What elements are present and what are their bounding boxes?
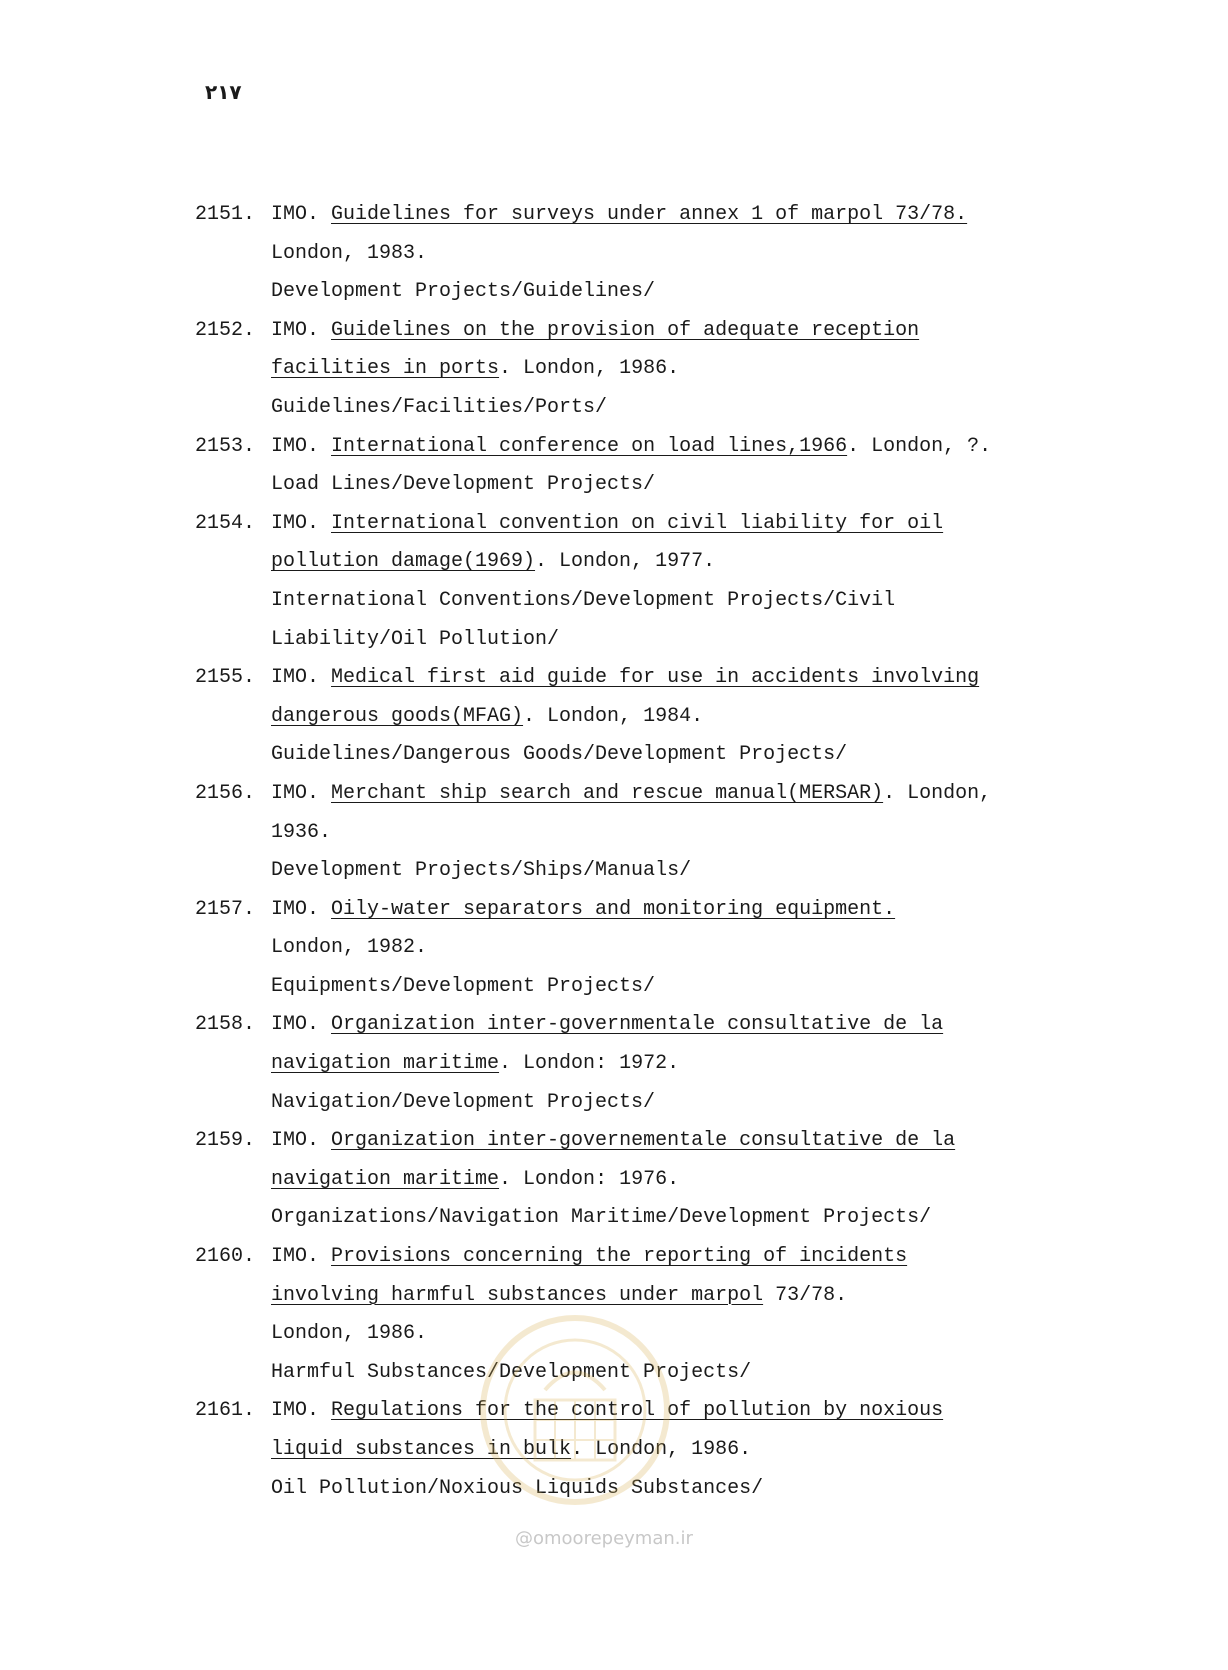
entry-text: 73/78. xyxy=(763,1283,848,1307)
entry-line xyxy=(271,968,1075,1007)
entry-line xyxy=(271,1238,1075,1277)
entry-line xyxy=(271,466,1075,505)
entry-text: IMO. xyxy=(271,1245,332,1269)
entry-number: 2151. xyxy=(195,203,256,226)
entry-line xyxy=(271,1045,1075,1084)
entry-line xyxy=(271,543,1075,582)
entry-line xyxy=(271,312,1075,351)
entry-title: dangerous goods(MFAG) xyxy=(271,704,524,728)
entry-number: 2161. xyxy=(195,1399,256,1423)
entry-text: IMO. xyxy=(271,666,332,690)
entry-line xyxy=(271,505,1075,544)
entry-text: Organizations/Navigation Maritime/Development Projects/ xyxy=(271,1206,932,1230)
entry-text: . London, ?. xyxy=(847,434,992,458)
entry-number: 2155. xyxy=(195,666,256,690)
entry-text: Guidelines/Facilities/Ports/ xyxy=(271,395,608,419)
entry-line xyxy=(271,582,1075,621)
entry-text: IMO. xyxy=(271,203,332,226)
entry-text: Liability/Oil Pollution/ xyxy=(271,627,560,651)
entry-title: Guidelines for surveys under annex 1 of marpol 73/78. xyxy=(331,203,968,226)
entry-number: 2152. xyxy=(195,318,256,342)
entry-title: navigation maritime xyxy=(271,1052,500,1076)
entry-line xyxy=(271,1392,1075,1431)
entry-text: . London: 1972. xyxy=(499,1052,680,1076)
entry-text: IMO. xyxy=(271,318,332,342)
entry-line xyxy=(271,1161,1075,1200)
bibliography-entry xyxy=(195,196,1075,312)
entry-text: IMO. xyxy=(271,897,332,921)
entry-text: IMO. xyxy=(271,434,332,458)
entry-number: 2154. xyxy=(195,511,256,535)
entry-text: Oil Pollution/Noxious Liquids Substances/ xyxy=(271,1476,764,1500)
page-number: ٢١٧ xyxy=(205,80,242,104)
bibliography-list xyxy=(195,196,1075,1508)
entry-line xyxy=(271,1084,1075,1123)
entry-line xyxy=(271,621,1075,660)
entry-text: London, 1986. xyxy=(271,1322,428,1346)
entry-number: 2157. xyxy=(195,897,256,921)
entry-line xyxy=(271,1431,1075,1470)
entry-line xyxy=(271,350,1075,389)
bibliography-entry xyxy=(195,891,1075,1007)
entry-title: pollution damage(1969) xyxy=(271,550,536,574)
entry-text: 1936. xyxy=(271,820,332,844)
entry-text: Load Lines/Development Projects/ xyxy=(271,473,656,497)
entry-line xyxy=(271,659,1075,698)
entry-text: IMO. xyxy=(271,1129,332,1153)
entry-number: 2156. xyxy=(195,781,256,805)
entry-line xyxy=(271,428,1075,467)
entry-text: . London, xyxy=(883,781,992,805)
entry-text: . London, 1977. xyxy=(535,550,716,574)
entry-text: Development Projects/Guidelines/ xyxy=(271,280,656,304)
entry-line xyxy=(271,235,1075,274)
entry-line xyxy=(271,1315,1075,1354)
entry-line xyxy=(271,929,1075,968)
entry-line xyxy=(271,196,1075,235)
entry-text: . London, 1984. xyxy=(523,704,704,728)
bibliography-entry xyxy=(195,1392,1075,1508)
entry-title: navigation maritime xyxy=(271,1167,500,1191)
entry-line xyxy=(271,1122,1075,1161)
entry-text: Guidelines/Dangerous Goods/Development Projects/ xyxy=(271,743,848,767)
bibliography-entry xyxy=(195,775,1075,891)
bibliography-entry xyxy=(195,1122,1075,1238)
bibliography-entry xyxy=(195,428,1075,505)
bibliography-entry xyxy=(195,659,1075,775)
entry-title: involving harmful substances under marpol xyxy=(271,1283,764,1307)
bibliography-entry xyxy=(195,505,1075,659)
entry-title: Regulations for the control of pollution by noxious xyxy=(331,1399,944,1423)
entry-line xyxy=(271,698,1075,737)
entry-text: . London, 1986. xyxy=(571,1438,752,1461)
bibliography-entry xyxy=(195,312,1075,428)
entry-text: . London: 1976. xyxy=(499,1167,680,1191)
entry-line xyxy=(271,1470,1075,1509)
entry-text: Equipments/Development Projects/ xyxy=(271,974,656,998)
entry-number: 2153. xyxy=(195,434,256,458)
entry-number: 2158. xyxy=(195,1013,256,1037)
entry-text: IMO. xyxy=(271,1399,332,1423)
entry-title: Medical first aid guide for use in accidents involving xyxy=(331,666,980,690)
entry-title: facilities in ports xyxy=(271,357,500,381)
entry-line xyxy=(271,775,1075,814)
entry-title: Oily-water separators and monitoring equipment. xyxy=(331,897,896,921)
entry-line xyxy=(271,1354,1075,1393)
entry-text: London, 1982. xyxy=(271,936,428,960)
entry-line xyxy=(271,852,1075,891)
entry-line xyxy=(271,389,1075,428)
entry-text: IMO. xyxy=(271,511,332,535)
entry-title: Organization inter-governmentale consultative de la xyxy=(331,1013,944,1037)
entry-title: International convention on civil liability for oil xyxy=(331,511,944,535)
bibliography-entry xyxy=(195,1006,1075,1122)
entry-title: Guidelines on the provision of adequate reception xyxy=(331,318,920,342)
entry-line xyxy=(271,1006,1075,1045)
entry-text: Development Projects/Ships/Manuals/ xyxy=(271,859,692,883)
entry-text: IMO. xyxy=(271,781,332,805)
entry-line xyxy=(271,1277,1075,1316)
entry-text: Harmful Substances/Development Projects/ xyxy=(271,1360,752,1384)
entry-title: liquid substances in bulk xyxy=(271,1438,572,1461)
watermark-text: @omoorepeyman.ir xyxy=(515,1528,693,1549)
entry-text: . London, 1986. xyxy=(499,357,680,381)
entry-line xyxy=(271,273,1075,312)
entry-title: Merchant ship search and rescue manual(MERSAR) xyxy=(331,781,884,805)
entry-number: 2159. xyxy=(195,1129,256,1153)
entry-title: Organization inter-governementale consultative de la xyxy=(331,1129,956,1153)
entry-line xyxy=(271,891,1075,930)
entry-line xyxy=(271,1199,1075,1238)
entry-title: Provisions concerning the reporting of incidents xyxy=(331,1245,908,1269)
entry-text: London, 1983. xyxy=(271,241,428,265)
entry-line xyxy=(271,814,1075,853)
entry-text: International Conventions/Development Projects/Civil xyxy=(271,588,896,612)
entry-text: IMO. xyxy=(271,1013,332,1037)
entry-number: 2160. xyxy=(195,1245,256,1269)
entry-title: International conference on load lines,1966 xyxy=(331,434,848,458)
entry-text: Navigation/Development Projects/ xyxy=(271,1090,656,1114)
bibliography-entry xyxy=(195,1238,1075,1392)
entry-line xyxy=(271,736,1075,775)
